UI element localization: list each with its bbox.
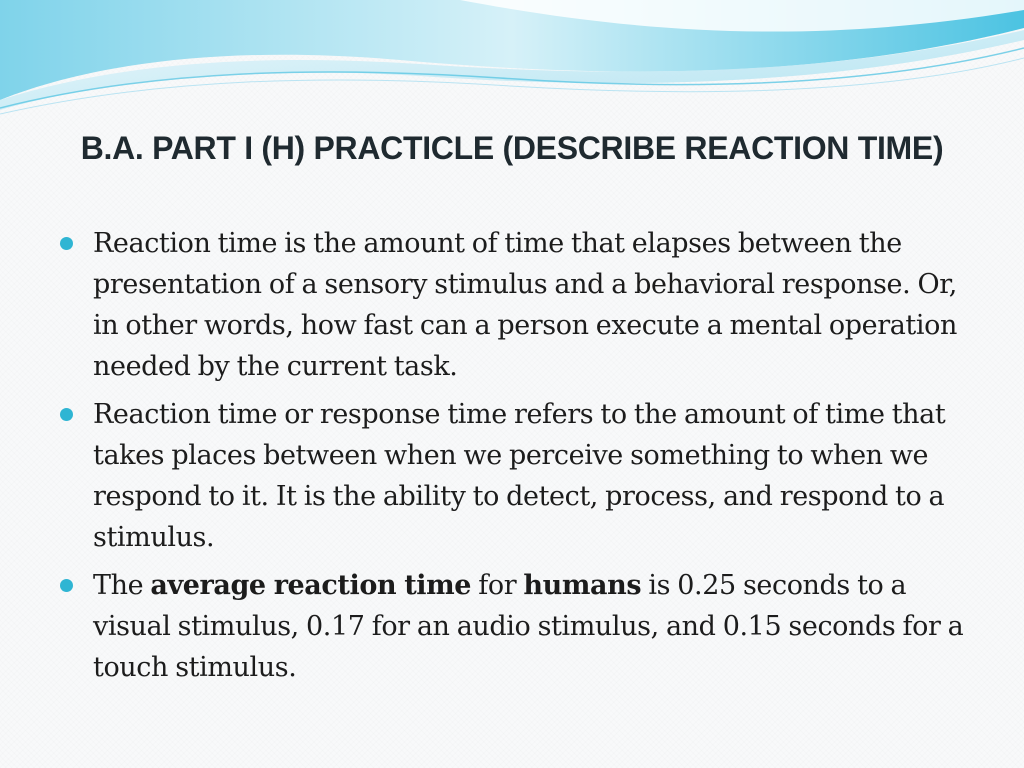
bullet-item	[60, 565, 970, 688]
bullet-text: Reaction time is the amount of time that elapses between the presentation of a sensory stimulus and a behavioral response. Or, in other words, how fast can a person execute a mental operation needed by the current task.	[93, 228, 957, 382]
decorative-wave-header	[0, 0, 1024, 130]
bullet-text-part: The	[93, 570, 151, 601]
bullet-text-part: is 0.25 seconds to a visual stimulus, 0.17 for an audio stimulus, and 0.15 seconds for a touch stimulus.	[93, 570, 964, 683]
bullet-item	[60, 223, 970, 387]
circle-bullet-icon	[60, 579, 73, 592]
bold-term-humans: humans	[523, 570, 642, 601]
bullet-list	[60, 223, 970, 695]
circle-bullet-icon	[60, 408, 73, 421]
bullet-item	[60, 394, 970, 558]
bullet-text-part: for	[471, 570, 524, 601]
circle-bullet-icon	[60, 237, 73, 250]
bullet-text: Reaction time or response time refers to the amount of time that takes places between when we perceive something to when we respond to it. It is the ability to detect, process, and respond to a stimulus.	[93, 399, 946, 553]
slide-title: B.A. PART I (H) PRACTICLE (DESCRIBE REACTION TIME)	[80, 130, 944, 166]
bold-term-average-reaction-time: average reaction time	[150, 570, 472, 601]
